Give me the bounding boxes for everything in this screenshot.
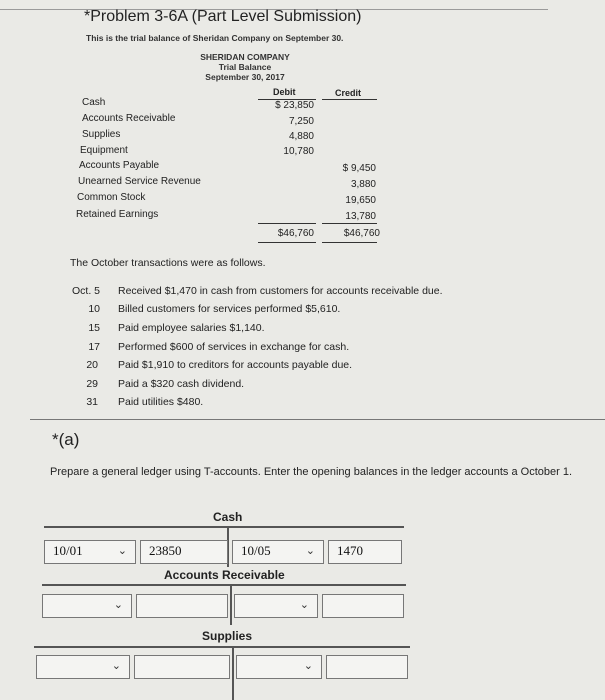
chevron-down-icon: ⌄ xyxy=(113,598,123,611)
chevron-down-icon: ⌄ xyxy=(303,659,313,672)
cash-debit-amount-input[interactable] xyxy=(140,540,228,564)
cash-credit-amount-input[interactable] xyxy=(328,540,402,564)
chevron-down-icon: ⌄ xyxy=(117,544,127,557)
credit-amount: 13,780 xyxy=(345,211,376,222)
cash-t-account-title: Cash xyxy=(213,510,243,524)
cash-debit-date-select[interactable] xyxy=(44,540,136,564)
credit-double-rule xyxy=(322,242,377,243)
account-name: Supplies xyxy=(82,129,121,140)
credit-total-rule xyxy=(322,223,377,224)
transaction-text: Billed customers for services performed $5,610. xyxy=(118,303,341,315)
transaction-date: 29 xyxy=(86,378,98,390)
supplies-t-account-title: Supplies xyxy=(202,629,253,643)
debit-total-rule xyxy=(258,223,316,224)
ar-credit-date-select[interactable] xyxy=(234,594,318,618)
supplies-debit-date-select[interactable] xyxy=(36,655,130,679)
supplies-t-top-line xyxy=(34,646,410,648)
section-divider xyxy=(30,419,605,420)
account-name: Equipment xyxy=(80,145,128,156)
cash-credit-amount-value: 1470 xyxy=(337,543,363,558)
supplies-credit-amount-input[interactable] xyxy=(326,655,408,679)
ar-debit-amount-input[interactable] xyxy=(136,594,228,618)
account-name: Accounts Payable xyxy=(79,160,160,171)
credit-total: $46,760 xyxy=(343,228,380,239)
part-a-instructions: Prepare a general ledger using T-accounts. Enter the opening balances in the ledger accounts a October 1. xyxy=(50,466,573,478)
transaction-text: Paid $1,910 to creditors for accounts payable due. xyxy=(118,359,353,371)
transaction-date: 17 xyxy=(88,341,100,353)
ar-debit-date-select[interactable] xyxy=(42,594,132,618)
supplies-t-center-line xyxy=(232,647,234,700)
debit-header: Debit xyxy=(273,87,296,97)
statement-date: September 30, 2017 xyxy=(205,72,285,82)
transaction-date: 10 xyxy=(88,303,100,315)
ar-t-account-title: Accounts Receivable xyxy=(164,568,285,582)
chevron-down-icon: ⌄ xyxy=(305,544,315,557)
debit-total: $46,760 xyxy=(277,228,314,239)
chevron-down-icon: ⌄ xyxy=(299,598,309,611)
account-name: Unearned Service Revenue xyxy=(78,176,201,187)
debit-amount: 7,250 xyxy=(288,116,314,127)
supplies-credit-date-select[interactable] xyxy=(236,655,322,679)
transaction-text: Paid a $320 cash dividend. xyxy=(118,378,245,390)
problem-title: *Problem 3-6A (Part Level Submission) xyxy=(84,8,362,25)
debit-amount: $ 23,850 xyxy=(275,100,314,111)
transaction-date: 20 xyxy=(86,359,98,371)
transaction-date: 31 xyxy=(86,396,98,408)
part-a-label: *(a) xyxy=(52,430,80,449)
ar-t-center-line xyxy=(230,585,232,625)
account-name: Cash xyxy=(82,97,106,108)
debit-amount: 10,780 xyxy=(283,146,314,157)
cash-credit-date-value: 10/05 xyxy=(241,543,271,558)
cash-t-top-line xyxy=(44,526,404,528)
company-name: SHERIDAN COMPANY xyxy=(200,52,290,62)
account-name: Accounts Receivable xyxy=(82,113,176,124)
account-name: Retained Earnings xyxy=(76,209,159,220)
cash-credit-date-select[interactable] xyxy=(232,540,324,564)
chevron-down-icon: ⌄ xyxy=(111,659,121,672)
credit-amount: $ 9,450 xyxy=(342,163,376,174)
debit-amount: 4,880 xyxy=(288,131,314,142)
account-name: Common Stock xyxy=(77,192,146,203)
cash-debit-date-value: 10/01 xyxy=(53,543,83,558)
ar-credit-amount-input[interactable] xyxy=(322,594,404,618)
credit-amount: 19,650 xyxy=(345,195,376,206)
problem-subtitle: This is the trial balance of Sheridan Company on September 30. xyxy=(86,33,344,43)
transaction-text: Paid employee salaries $1,140. xyxy=(118,322,265,334)
cash-debit-amount-value: 23850 xyxy=(149,543,182,558)
debit-double-rule xyxy=(258,242,316,243)
transaction-text: Paid utilities $480. xyxy=(118,396,204,408)
transactions-intro: The October transactions were as follows. xyxy=(70,257,266,269)
credit-header-rule xyxy=(322,99,377,100)
ar-t-top-line xyxy=(42,584,406,586)
transaction-text: Received $1,470 in cash from customers for accounts receivable due. xyxy=(118,285,443,297)
transaction-text: Performed $600 of services in exchange for cash. xyxy=(118,341,350,353)
credit-amount: 3,880 xyxy=(350,179,376,190)
supplies-debit-amount-input[interactable] xyxy=(134,655,230,679)
statement-name: Trial Balance xyxy=(218,62,272,72)
transaction-date: Oct. 5 xyxy=(71,285,100,297)
credit-header: Credit xyxy=(335,88,362,98)
transaction-date: 15 xyxy=(88,322,100,334)
